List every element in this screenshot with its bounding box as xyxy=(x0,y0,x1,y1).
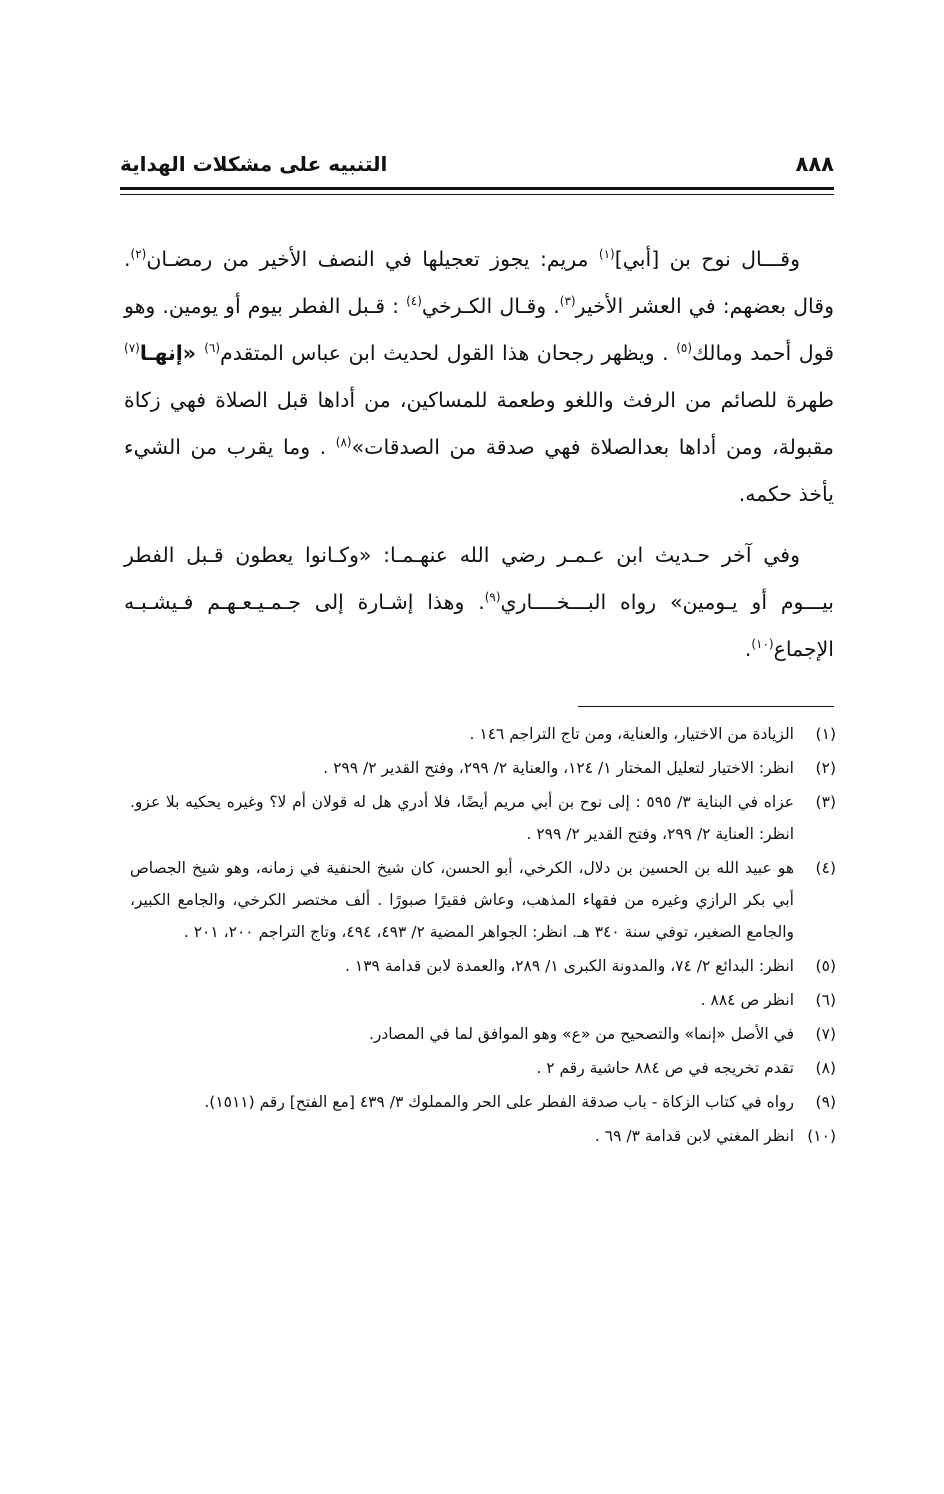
footnote-number: (٩) xyxy=(815,1093,836,1111)
footnote-number: (١٠) xyxy=(807,1127,836,1145)
p2-seg-1: وفي آخر حـديث ابن عـمـر رضي الله عنهـمـا: «وكـانوا يعطون قـبل الفطر بيـــوم أو يـومين» رواه البـــخــــاري xyxy=(124,543,835,614)
footnote-text: انظر المغني لابن قدامة ٣/ ٦٩ . xyxy=(594,1127,794,1145)
footnote xyxy=(130,1018,836,1050)
footnote-number: (٧) xyxy=(815,1025,836,1043)
footnote xyxy=(130,786,836,850)
footnote-marker-4: (٤) xyxy=(406,294,422,309)
footnote xyxy=(130,1120,836,1152)
footnote-number: (٨) xyxy=(815,1059,836,1077)
p1-seg-8: طهرة للصائم من الرفث واللغو وطعمة للمساكين، من أداها قبل الصلاة فهي زكاة مقبولة، ومن أداها بعدالصلاة فهي صدقة من الصدقات» xyxy=(124,388,835,459)
footnote-text: انظر: البدائع ٢/ ٧٤، والمدونة الكبرى ١/ ٢٨٩، والعمدة لابن قدامة ١٣٩ . xyxy=(345,957,794,975)
footnote xyxy=(130,1052,836,1084)
footnote-marker-7: (٧) xyxy=(124,341,140,356)
running-title: التنبيه على مشكلات الهداية xyxy=(120,152,388,176)
footnote xyxy=(130,984,836,1016)
main-text xyxy=(124,236,834,673)
p1-seg-9: . وما يقرب من الشيء يأخذ حكمه. xyxy=(124,435,834,506)
footnote-text: رواه في كتاب الزكاة - باب صدقة الفطر على الحر والمملوك ٣/ ٤٣٩ [مع الفتح] رقم (١٥١١). xyxy=(204,1093,794,1111)
footnote xyxy=(130,1086,836,1118)
footnote-number: (٤) xyxy=(815,859,836,877)
p1-seg-1: وقـــال نوح بن [أبي] xyxy=(614,247,800,271)
footnote xyxy=(130,718,836,750)
footnotes xyxy=(130,718,836,1154)
p1-seg-2: مريم: يجوز تعجيلها في النصف الأخير من رمضـان xyxy=(146,247,599,271)
footnote-text: عزاه في البناية ٣/ ٥٩٥ : إلى نوح بن أبي مريم أيضًا، فلا أدري هل له قولان أم لا؟ وغيره يحكيه بلا عزو. انظر: العناية ٢/ ٢٩٩، وفتح القدير ٢/ ٢٩٩ . xyxy=(130,793,795,843)
footnote-marker-6: (٦) xyxy=(204,341,221,356)
footnote-number: (٢) xyxy=(815,759,836,777)
footnote-number: (٦) xyxy=(815,991,836,1009)
p1-seg-7: «إنهـا xyxy=(139,341,205,365)
footnote xyxy=(130,852,836,948)
p1-seg-5: : قـبل الفطر بيوم أو يومين. وهو قول أحمد ومالك xyxy=(124,294,834,365)
p2-seg-2: . وهذا إشـارة إلى جـمـيـعـهـم فـيشـبـه الإجماع xyxy=(124,590,834,661)
p1-seg-6: . ويظهر رجحان هذا القول لحديث ابن عباس المتقدم xyxy=(220,341,677,365)
footnote-marker-2: (٢) xyxy=(130,247,147,262)
footnote-text: هو عبيد الله بن الحسين بن دلال، الكرخي، أبو الحسن، كان شيخ الحنفية في زمانه، وهو شيخ الجصاص أبي بكر الرازي وغيره من فقهاء المذهب، وعاش فقيرًا صبورًا . ألف مختصر الكرخي، والجامع الكبير، والجامع الصغير، توفي سنة ٣٤٠ هـ. انظر: الجواهر المضية ٢/ ٤٩٣، ٤٩٤، وتاج التراجم ٢٠٠، ٢٠١ . xyxy=(130,859,794,941)
footnote-marker-9: (٩) xyxy=(484,590,501,605)
footnote-number: (٥) xyxy=(815,957,836,975)
footnote xyxy=(130,950,836,982)
footnote-text: في الأصل «إنما» والتصحيح من «ع» وهو الموافق لما في المصادر. xyxy=(368,1025,794,1043)
footnote xyxy=(130,752,836,784)
footnote-marker-8: (٨) xyxy=(335,435,352,450)
footnote-text: تقدم تخريجه في ص ٨٨٤ حاشية رقم ٢ . xyxy=(536,1059,794,1077)
running-header xyxy=(120,148,834,188)
paragraph-1 xyxy=(124,236,834,518)
footnote-marker-3: (٣) xyxy=(559,294,576,309)
footnote-marker-1: (١) xyxy=(598,247,615,262)
p1-seg-3: . وقال بعضهم: في العشر الأخير xyxy=(124,247,834,318)
footnote-number: (٣) xyxy=(815,793,836,811)
paragraph-2 xyxy=(124,532,834,673)
page-number: ٨٨٨ xyxy=(795,152,834,176)
footnote-marker-10: (١٠) xyxy=(751,637,774,652)
footnote-text: الزيادة من الاختيار، والعناية، ومن تاج التراجم ١٤٦ . xyxy=(469,725,794,743)
header-rule-thick xyxy=(120,187,834,190)
footnote-text: انظر ص ٨٨٤ . xyxy=(700,991,794,1009)
p1-seg-4: . وقـال الكـرخي xyxy=(421,294,560,318)
footnote-separator xyxy=(578,706,834,707)
footnote-marker-5: (٥) xyxy=(676,341,693,356)
footnote-text: انظر: الاختيار لتعليل المختار ١/ ١٢٤، والعناية ٢/ ٢٩٩، وفتح القدير ٢/ ٢٩٩ . xyxy=(323,759,794,777)
header-rule-thin xyxy=(120,194,834,195)
footnote-number: (١) xyxy=(815,725,836,743)
p2-seg-3: . xyxy=(744,637,752,661)
